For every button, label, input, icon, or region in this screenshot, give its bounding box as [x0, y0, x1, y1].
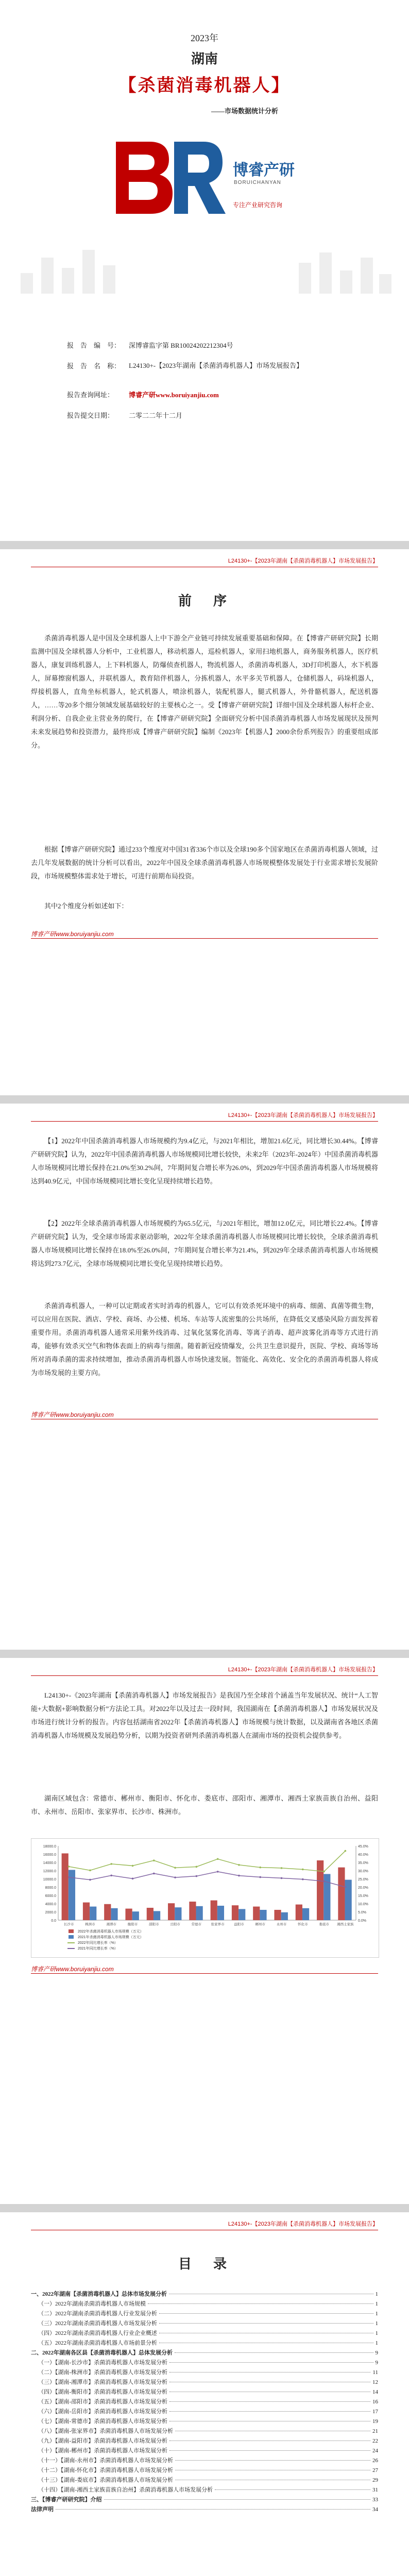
x-tick-label: 益阳市 — [234, 1923, 244, 1926]
finding-paragraph-1: 【1】2022年中国杀菌消毒机器人市场规模约为9.4亿元，与2021年相比，增加21.6亿元，同比增长30.44%。【博睿产研研究院】认为，2022年中国杀菌消毒机器人市场规模同比增长较快，未来2年（2023年-2024年）中国杀菌消毒机器人市场规模同比增长保持在21.0%至30.2%间，7年期间复合增长率为26.0%，到2029年中国杀菌消毒机器人市场规模将达到40.9亿元，中国市场规模同比增长变化呈现持续增长趋势。 — [31, 1137, 378, 1185]
toc-entry-page: 17 — [372, 2409, 378, 2415]
info-label-date: 报告提交日期： — [67, 412, 114, 419]
y2-tick-label: 40.0% — [358, 1853, 368, 1857]
y-tick-label: 16000.0 — [43, 1853, 56, 1857]
chart-bar — [111, 1908, 117, 1920]
chart-point — [281, 1877, 283, 1879]
cover-page — [0, 0, 409, 541]
x-tick-label: 湘西土家族 — [337, 1923, 354, 1926]
toc-leader — [175, 2460, 370, 2461]
toc-entry-title: （一）2022年湖南杀菌消毒机器人市场规模 — [38, 2301, 146, 2307]
chart-bar — [175, 1907, 181, 1920]
toc-entry-title: 一、2022年湖南【杀菌消毒机器人】总体市场发展分析 — [31, 2291, 167, 2297]
info-value-date: 二零二二年十二月 — [129, 412, 183, 419]
chart-bar — [338, 1868, 345, 1920]
toc-leader — [175, 2352, 373, 2353]
preface-paragraph-3: 其中2个维度分析如述如下： — [44, 902, 128, 910]
y-tick-label: 6000.0 — [45, 1894, 56, 1898]
chart-point — [302, 1878, 304, 1880]
cover-info-table — [67, 340, 355, 431]
toc-entry[interactable] — [31, 2299, 378, 2309]
info-label-name: 报 告 名 称： — [67, 362, 121, 370]
chart-bar — [302, 1908, 309, 1920]
toc-entry-title: （四）【湖南-衡阳市】杀菌消毒机器人市场发展分析 — [38, 2389, 168, 2395]
cover-year: 2023年 — [191, 33, 218, 43]
toc-entry-title: （三）【湖南-湘潭市】杀菌消毒机器人市场发展分析 — [38, 2379, 168, 2385]
chart-point — [110, 1874, 112, 1876]
findings-page — [0, 1104, 409, 1650]
page-gap — [0, 2204, 409, 2212]
toc-entry-page: 14 — [372, 2389, 378, 2395]
toc-leader — [159, 2313, 373, 2314]
legend-swatch — [69, 1929, 74, 1933]
toc-entry-title: （二）【湖南-株洲市】杀菌消毒机器人市场发展分析 — [38, 2369, 168, 2376]
running-header: L24130+-【2023年湖南【杀菌消毒机器人】市场发展报告】 — [31, 1111, 378, 1122]
legend-swatch — [69, 1935, 74, 1939]
toc-entry-page: 1 — [375, 2311, 378, 2317]
toc-entry-title: （五）2022年湖南杀菌消毒机器人市场前景分析 — [38, 2340, 157, 2346]
y2-tick-label: 25.0% — [358, 1878, 368, 1882]
chart-bar — [189, 1902, 196, 1920]
toc-title: 目 录 — [178, 2257, 231, 2272]
logo-slogan: 专注产业研究咨询 — [233, 201, 283, 209]
toc-entry-title: 法律声明 — [31, 2506, 54, 2513]
toc-leader — [104, 2499, 371, 2500]
y2-tick-label: 15.0% — [358, 1894, 368, 1898]
toc-entry-title: （八）【湖南-张家界市】杀菌消毒机器人市场发展分析 — [38, 2428, 174, 2434]
y2-tick-label: 20.0% — [358, 1886, 368, 1890]
region-paragraph-2: 湖南区域包含：常德市、郴州市、衡阳市、怀化市、娄底市、邵阳市、湘潭市、湘西土家族苗族自治州、益阳市、永州市、岳阳市、张家界市、长沙市、株洲市。 — [31, 1794, 378, 1816]
chart-point — [196, 1875, 198, 1877]
y2-tick-label: 45.0% — [358, 1845, 368, 1849]
toc-entry-title: （十）【湖南-郴州市】杀菌消毒机器人市场发展分析 — [38, 2448, 168, 2454]
x-tick-label: 张家界市 — [211, 1923, 225, 1926]
footer-site[interactable]: 博睿产研www.boruiyanjiu.com — [31, 1965, 114, 1973]
chart-point — [217, 1858, 219, 1860]
chart-point — [238, 1864, 240, 1866]
chart-bar — [253, 1907, 260, 1920]
chart-bar — [238, 1909, 245, 1920]
info-value-number: 深博睿监字第 BR10024202212304号 — [129, 342, 233, 349]
info-value-name: L24130+-【2023年湖南【杀菌消毒机器人】市场发展报告】 — [129, 362, 303, 369]
toc-entry-page: 27 — [372, 2467, 378, 2473]
chart-point — [323, 1880, 325, 1883]
toc-entry-page: 24 — [372, 2448, 378, 2454]
running-header: L24130+-【2023年湖南【杀菌消毒机器人】市场发展报告】 — [31, 556, 378, 567]
chart-point — [132, 1865, 134, 1867]
toc-leader — [215, 2489, 370, 2490]
footer-rule — [31, 1973, 378, 1974]
preface-page — [0, 549, 409, 1095]
toc-leader — [56, 2509, 370, 2510]
x-tick-label: 郴州市 — [255, 1923, 265, 1926]
toc-entry-page: 31 — [372, 2487, 378, 2493]
toc-entry[interactable] — [31, 2338, 378, 2348]
cover-subtitle: ——市场数据统计分析 — [211, 107, 279, 115]
chart-bar — [345, 1880, 352, 1920]
toc-page — [0, 2212, 409, 2576]
toc-list — [31, 2290, 378, 2515]
toc-entry-title: （一）【湖南-长沙市】杀菌消毒机器人市场发展分析 — [38, 2360, 168, 2366]
toc-leader — [148, 2303, 373, 2304]
x-tick-label: 湘潭市 — [106, 1923, 116, 1926]
legend-label: 2022年同比增长率（%） — [78, 1941, 118, 1945]
cover-product-title: 【杀菌消毒机器人】 — [118, 76, 291, 95]
toc-entry[interactable] — [31, 2358, 378, 2368]
chart-point — [68, 1876, 70, 1878]
chart-point — [174, 1867, 176, 1869]
toc-entry-title: 三、【博睿产研研究院】介绍 — [31, 2497, 102, 2503]
chart-bar — [317, 1860, 323, 1920]
footer-rule — [31, 938, 378, 939]
toc-leader — [169, 2411, 370, 2412]
preface-title: 前 序 — [178, 594, 231, 608]
y-tick-label: 0.0 — [51, 1919, 56, 1923]
running-header: L24130+-【2023年湖南【杀菌消毒机器人】市场发展报告】 — [31, 2219, 378, 2230]
chart-bar — [62, 1853, 69, 1920]
toc-entry[interactable] — [31, 2417, 378, 2427]
chart-point — [238, 1875, 240, 1877]
chart-bar — [168, 1903, 175, 1920]
chart-bar — [147, 1908, 154, 1920]
region-paragraph-1: L24130+-《2023年湖南【杀菌消毒机器人】市场发展报告》是我国乃至全球首个涵盖当年发展状况、统计“人工智能+大数据+影响数据分析”方法论工具。对2022年以及过去一段时间，我国湖南在【杀菌消毒机器人】市场发展状况及市场进行统计分析的报告。内容包括湖南省2022年【杀菌消毒机器人】市场规模与统计数据，以及湖南省各地区杀菌消毒机器人市场规模及发展趋势分析，以期为投资者研判杀菌消毒机器人在湖南市场的投资机会提供参考。 — [31, 1691, 378, 1739]
toc-entry-title: （十四）【湖南-湘西土家族苗族自治州】杀菌消毒机器人市场发展分析 — [38, 2487, 213, 2493]
toc-entry[interactable] — [31, 2309, 378, 2319]
chart-bar — [196, 1906, 203, 1920]
decorative-bars-icon — [21, 242, 391, 294]
chart-point — [153, 1859, 155, 1861]
chart-point — [345, 1850, 347, 1852]
toc-entry[interactable] — [31, 2476, 378, 2485]
toc-entry-title: （十二）【湖南-怀化市】杀菌消毒机器人市场发展分析 — [38, 2467, 174, 2473]
chart-point — [110, 1863, 112, 1865]
chart-point — [89, 1870, 91, 1872]
chart-bar — [217, 1906, 224, 1920]
finding-paragraph-3: 杀菌消毒机器人，一种可以定期或者实时消毒的机器人，它可以有效杀死环境中的病毒、细菌、真菌等微生物，可以应用在医院、酒店、学校、商场、办公楼、机场、车站等人流密集的公共场所，在降低交叉感染风险方面发挥着重要作用。杀菌消毒机器人通常采用紫外线消毒、过氧化氢雾化消毒、等离子消毒、超声波雾化消毒等方式进行消毒，能够有效杀灭空气和物体表面上的病毒与细菌。随着新冠疫情爆发，公共卫生意识提升，医院、学校、商场等场所对消毒杀菌的需求持续增加，推动杀菌消毒机器人市场快速发展。智能化、高效化、安全化的杀菌消毒机器人将成为市场发展的主要方向。 — [31, 1302, 378, 1377]
legend-label: 2021年杀菌消毒机器人市场规模（万元） — [78, 1936, 144, 1939]
toc-entry-title: （三）2022年湖南杀菌消毒机器人市场发展分析 — [38, 2320, 157, 2327]
toc-entry-title: （十一）【湖南-永州市】杀菌消毒机器人市场发展分析 — [38, 2458, 174, 2464]
chart-bar — [90, 1907, 96, 1920]
page-gap — [0, 541, 409, 549]
chart-point — [302, 1869, 304, 1871]
y-tick-label: 8000.0 — [45, 1886, 56, 1890]
legend-label: 2021年同比增长率（%） — [78, 1947, 118, 1951]
toc-entry-page: 9 — [375, 2360, 378, 2366]
toc-entry[interactable] — [31, 2427, 378, 2436]
toc-entry-title: （四）2022年湖南杀菌消毒机器人行业企业概述 — [38, 2330, 157, 2336]
chart-point — [89, 1879, 91, 1881]
toc-entry[interactable] — [31, 2378, 378, 2387]
finding-paragraph-2: 【2】2022年全球杀菌消毒机器人市场规模约为65.5亿元，与2021年相比，增加12.0亿元，同比增长22.4%。【博睿产研研究院】认为，受全球市场需求驱动影响，2022年全球杀菌消毒机器人市场规模同比增长较快，全球杀菌消毒机器人市场规模同比增长保持在18.0%至26.0%间，7年期间复合增长率为21.4%，到2029年全球杀菌消毒机器人市场规模将达到273.7亿元，全球市场规模同比增长变化呈现持续增长趋势。 — [31, 1219, 378, 1267]
x-tick-label: 株洲市 — [85, 1923, 95, 1926]
toc-entry[interactable] — [31, 2505, 378, 2515]
toc-entry[interactable] — [31, 2348, 378, 2358]
toc-entry-page: 12 — [372, 2379, 378, 2385]
y2-tick-label: 0.0% — [358, 1919, 366, 1923]
y-tick-label: 12000.0 — [43, 1870, 56, 1873]
x-tick-label: 娄底市 — [319, 1923, 329, 1926]
preface-paragraph-2: 根据【博睿产研研究院】通过233个维度对中国31省336个市以及全球190多个国家地区在杀菌消毒机器人领域，过去几年发展数据的统计分析可以看出，2022年中国及全球杀菌消毒机器人市场规模整体发展处于行业需求增长发展阶段，市场规模整体需求处于增长，可进行前期布局投资。 — [31, 845, 378, 880]
toc-entry-title: （五）【湖南-邵阳市】杀菌消毒机器人市场发展分析 — [38, 2399, 168, 2405]
toc-entry-title: （七）【湖南-常德市】杀菌消毒机器人市场发展分析 — [38, 2418, 168, 2425]
chart-point — [196, 1866, 198, 1868]
chart-point — [345, 1886, 347, 1888]
chart-point — [174, 1876, 176, 1878]
toc-entry-title: 二、2022年湖南各区县【杀菌消毒机器人】总体发展分析 — [31, 2350, 173, 2356]
chart-bar — [83, 1903, 90, 1920]
chart-bar — [274, 1910, 281, 1920]
x-tick-label: 常德市 — [191, 1923, 202, 1926]
chart-point — [217, 1871, 219, 1873]
toc-entry[interactable] — [31, 2495, 378, 2505]
toc-entry[interactable] — [31, 2387, 378, 2397]
logo-brand: 博睿产研 — [233, 162, 295, 179]
y-tick-label: 18000.0 — [43, 1845, 56, 1849]
toc-entry-page: 19 — [372, 2418, 378, 2425]
y-tick-label: 10000.0 — [43, 1878, 56, 1882]
toc-entry[interactable] — [31, 2397, 378, 2407]
info-label-url: 报告查询网址： — [67, 391, 114, 399]
toc-entry-page: 21 — [372, 2428, 378, 2434]
region-chart — [31, 1838, 379, 1958]
chart-line — [69, 1872, 346, 1887]
x-tick-label: 岳阳市 — [170, 1923, 180, 1926]
toc-entry-page: 1 — [375, 2340, 378, 2346]
watermark-bars — [21, 242, 391, 294]
toc-entry-page: 34 — [372, 2506, 378, 2513]
running-header: L24130+-【2023年湖南【杀菌消毒机器人】市场发展报告】 — [31, 1665, 378, 1676]
toc-entry[interactable] — [31, 2456, 378, 2466]
toc-entry[interactable] — [31, 2329, 378, 2338]
toc-entry-page: 1 — [375, 2320, 378, 2327]
toc-entry-title: （十三）【湖南-娄底市】杀菌消毒机器人市场发展分析 — [38, 2477, 174, 2483]
toc-entry-page: 29 — [372, 2477, 378, 2483]
chart-point — [323, 1871, 325, 1873]
toc-entry-title: （九）【湖南-益阳市】杀菌消毒机器人市场发展分析 — [38, 2438, 168, 2444]
toc-leader — [169, 2401, 370, 2402]
toc-entry[interactable] — [31, 2368, 378, 2378]
preface-paragraph-1: 杀菌消毒机器人是中国及全球机器人上中下游全产业链可持续发展重要基础和保障。在【博睿产研研究院】长期监测中国及全球机器人分析中，工业机器人，移动机器人，巡检机器人，家用扫地机器人，商务服务机器人，医疗机器人，康复训练机器人，上下料机器人，防爆侦查机器人，物流机器人，杀菌消毒机器人，3D打印机器人，水下机器人，屏幕擦窗机器人，并联机器人，教育陪伴机器人，分拣机器人，水平多关节机器人，仓储机器人，码垛机器人，焊接机器人，直角坐标机器人，轮式机器人，喷涂机器人，装配机器人，腿式机器人，外骨骼机器人，配送机器人，……等20多个细分领域发展基础较好的主要核心之一。受【博睿产研研究院】详细中国及全球机器人标杆企业、利润分析、自我企业主营业务的爬行，在【博睿产研研究院】全面研究分析中国杀菌消毒机器人市场发展现状及预判未来发展趋势和投资潜力，最终形成【博睿产研研究院】编制《2023年【机器人】2000余份系列报告》的重要组成部分。 — [31, 634, 378, 749]
chart-point — [259, 1867, 261, 1869]
page-gap — [0, 1095, 409, 1104]
x-tick-label: 衡阳市 — [127, 1923, 138, 1926]
footer-site[interactable]: 博睿产研www.boruiyanjiu.com — [31, 930, 114, 938]
x-tick-label: 长沙市 — [63, 1923, 74, 1926]
chart-bar — [281, 1912, 288, 1920]
toc-entry-page: 11 — [372, 2369, 378, 2376]
toc-entry-title: （六）【湖南-岳阳市】杀菌消毒机器人市场发展分析 — [38, 2409, 168, 2415]
y-tick-label: 4000.0 — [45, 1903, 56, 1906]
toc-entry-page: 16 — [372, 2399, 378, 2405]
chart-point — [68, 1866, 70, 1868]
y2-tick-label: 30.0% — [358, 1870, 368, 1873]
chart-point — [153, 1873, 155, 1875]
logo-pinyin: BORUICHANYAN — [234, 180, 281, 185]
toc-entry-page: 22 — [372, 2438, 378, 2444]
info-label-number: 报 告 编 号： — [67, 342, 121, 349]
toc-entry-page: 33 — [372, 2497, 378, 2503]
toc-entry[interactable] — [31, 2319, 378, 2329]
region-page — [0, 1658, 409, 2204]
chart-bar — [125, 1909, 132, 1920]
chart-line — [69, 1851, 346, 1872]
toc-entry-page: 9 — [375, 2350, 378, 2356]
footer-site[interactable]: 博睿产研www.boruiyanjiu.com — [31, 1411, 114, 1418]
y2-tick-label: 10.0% — [358, 1903, 368, 1906]
toc-entry-page: 26 — [372, 2458, 378, 2464]
x-tick-label: 永州市 — [276, 1923, 287, 1926]
toc-entry-title: （二）2022年湖南杀菌消毒机器人行业发展分析 — [38, 2311, 157, 2317]
x-tick-label: 怀化市 — [298, 1923, 308, 1926]
toc-leader — [169, 2362, 373, 2363]
chart-bar — [104, 1904, 111, 1920]
chart-point — [259, 1876, 261, 1878]
chart-bar — [132, 1911, 139, 1920]
chart-point — [281, 1867, 283, 1869]
chart-bar — [296, 1905, 302, 1920]
toc-entry-page: 1 — [375, 2301, 378, 2307]
y2-tick-label: 35.0% — [358, 1861, 368, 1865]
toc-leader — [169, 2450, 370, 2451]
y-tick-label: 14000.0 — [43, 1861, 56, 1865]
y2-tick-label: 5.0% — [358, 1911, 366, 1914]
chart-bar — [154, 1911, 160, 1920]
toc-entry-page: 1 — [375, 2291, 378, 2297]
info-value-url[interactable]: 博睿产研www.boruiyanjiu.com — [129, 391, 219, 399]
cover-logo — [113, 137, 299, 224]
region-bar-chart — [31, 1839, 379, 1957]
legend-label: 2022年杀菌消毒机器人市场规模（万元） — [78, 1930, 144, 1934]
chart-bar — [232, 1905, 238, 1920]
page-gap — [0, 1650, 409, 1658]
toc-entry[interactable] — [31, 2466, 378, 2476]
toc-entry[interactable] — [31, 2436, 378, 2446]
toc-entry[interactable] — [31, 2446, 378, 2456]
chart-bar — [211, 1901, 217, 1920]
toc-entry[interactable] — [31, 2407, 378, 2417]
x-tick-label: 邵阳市 — [149, 1923, 159, 1926]
toc-leader — [159, 2323, 373, 2324]
chart-bar — [260, 1910, 266, 1920]
chart-point — [132, 1878, 134, 1880]
cover-region: 湖南 — [191, 52, 218, 66]
toc-entry[interactable] — [31, 2485, 378, 2495]
toc-entry-page: 1 — [375, 2330, 378, 2336]
y-tick-label: 2000.0 — [45, 1911, 56, 1914]
toc-entry[interactable] — [31, 2290, 378, 2299]
